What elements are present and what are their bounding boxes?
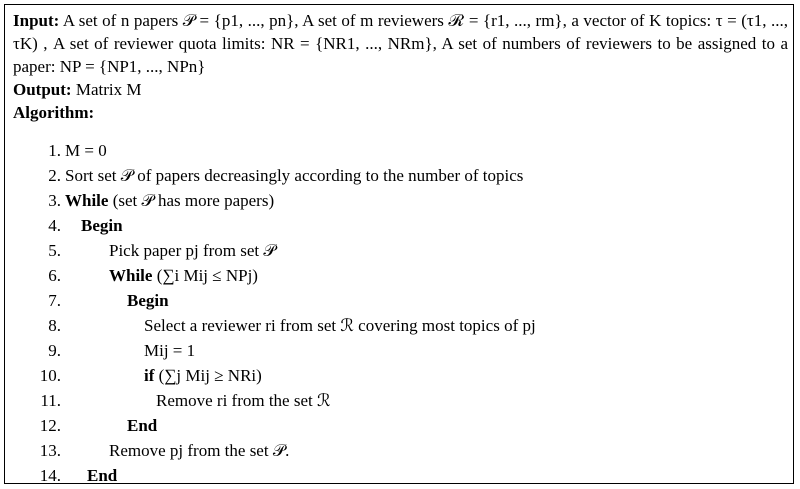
step-number: 6.	[48, 266, 61, 285]
step-condition: (set 𝒫 has more papers)	[108, 191, 275, 210]
step-number: 7.	[48, 291, 61, 310]
step-number: 8.	[48, 316, 61, 335]
step-text: Select a reviewer ri from set ℛ covering most topics of pj	[144, 316, 536, 335]
input-text: A set of n papers 𝒫 = {p1, ..., pn}, A set of m reviewers ℛ = {r1, ..., rm}, a vector of K topics: τ = (τ1, ..., τK) , A set of reviewer quota limits: NR = {NR1, ..., NRm}, A set of numbers of reviewers to be assigned to a paper: NP = {NP1, ..., NPn}	[13, 11, 788, 76]
input-label: Input:	[13, 11, 60, 30]
step-number: 4.	[48, 216, 61, 235]
step-text	[109, 263, 258, 288]
step-keyword: End	[87, 466, 118, 485]
step-text: M = 0	[65, 141, 107, 160]
step-text: Mij = 1	[144, 341, 196, 360]
step-keyword: While	[65, 191, 109, 210]
step-number: 3.	[48, 191, 61, 210]
step-keyword: End	[127, 416, 158, 435]
algorithm-box	[4, 4, 794, 484]
step-number: 13.	[39, 441, 61, 460]
step-number: 1.	[48, 141, 61, 160]
step-keyword: Begin	[81, 216, 123, 235]
step-text: Remove pj from the set 𝒫.	[109, 441, 290, 460]
step-number: 12.	[39, 416, 61, 435]
input-paragraph	[13, 9, 788, 78]
step-number: 5.	[48, 241, 61, 260]
step-number: 10.	[39, 366, 61, 385]
algorithm-label: Algorithm:	[13, 103, 95, 122]
output-text: Matrix M	[75, 80, 142, 99]
step-number: 11.	[40, 391, 61, 410]
output-paragraph	[13, 78, 788, 101]
step-condition: (∑i Mij ≤ NPj)	[152, 266, 258, 285]
output-label: Output:	[13, 80, 72, 99]
algorithm-header	[13, 9, 788, 124]
step-keyword: if	[144, 366, 155, 385]
algorithm-heading	[13, 101, 788, 124]
step-number: 9.	[48, 341, 61, 360]
step-text: Pick paper pj from set 𝒫	[109, 241, 276, 260]
step-keyword: Begin	[127, 291, 169, 310]
step-number: 2.	[48, 166, 61, 185]
step-text	[144, 363, 262, 388]
step-text	[65, 188, 274, 213]
step-text: Remove ri from the set ℛ	[156, 391, 331, 410]
step-number: 14.	[39, 466, 61, 485]
step-keyword: While	[109, 266, 153, 285]
step-text: Sort set 𝒫 of papers decreasingly according to the number of topics	[65, 166, 524, 185]
step-condition: (∑j Mij ≥ NRi)	[154, 366, 262, 385]
